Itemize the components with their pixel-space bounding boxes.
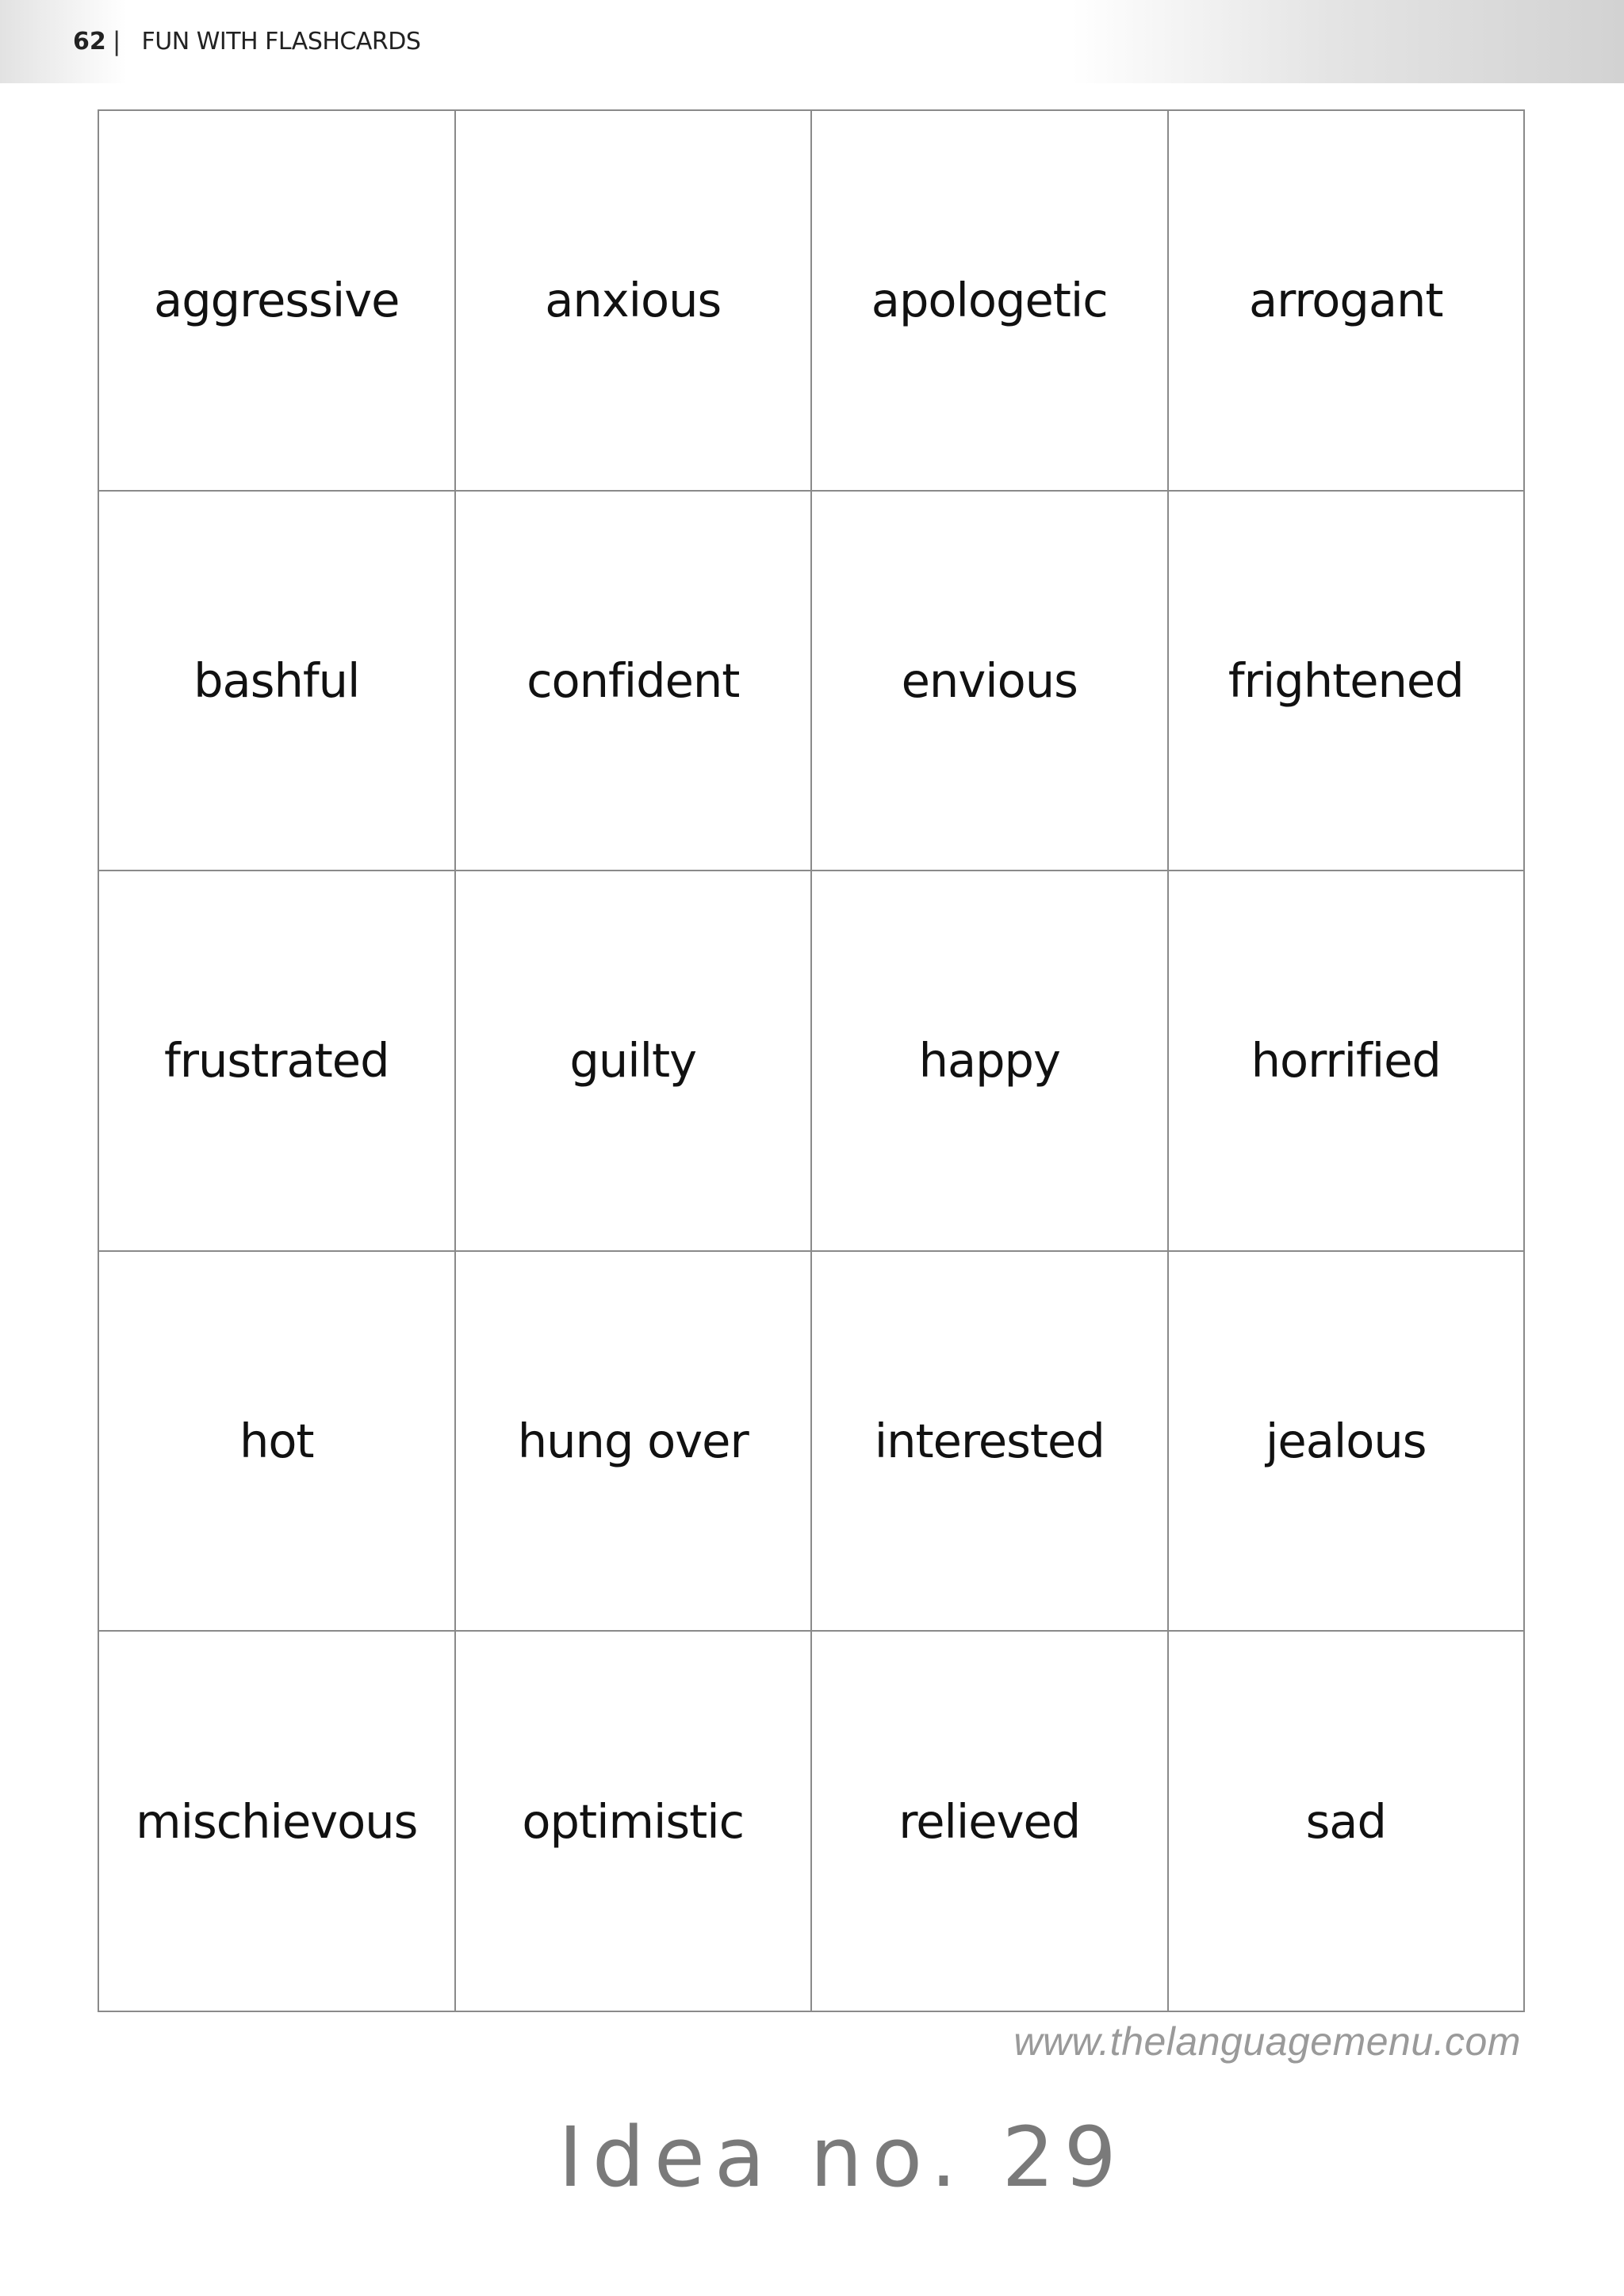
running-title: FUN WITH FLASHCARDS: [141, 27, 421, 55]
flashcard-word: horrified: [1251, 1033, 1441, 1089]
flashcard: [99, 111, 456, 492]
flashcard: [812, 1632, 1169, 2012]
flashcard: [456, 871, 813, 1252]
flashcard: [456, 1632, 813, 2012]
flashcard: [99, 492, 456, 872]
flashcard-word: hot: [239, 1414, 314, 1469]
flashcard: [1169, 492, 1526, 872]
flashcard-word: interested: [874, 1414, 1105, 1469]
flashcard-word: hung over: [517, 1414, 749, 1469]
flashcard-word: confident: [527, 652, 740, 708]
website-url: www.thelanguagemenu.com: [1013, 2019, 1521, 2064]
flashcard: [456, 492, 813, 872]
flashcard: [1169, 1632, 1526, 2012]
flashcard-word: frustrated: [163, 1033, 389, 1089]
flashcard-word: aggressive: [154, 273, 400, 328]
flashcard-word: envious: [901, 652, 1078, 708]
flashcard-word: relieved: [898, 1793, 1081, 1849]
page-number: 62: [73, 27, 106, 55]
flashcard: [812, 1252, 1169, 1632]
flashcard-word: jealous: [1266, 1414, 1427, 1469]
flashcard: [456, 111, 813, 492]
flashcard: [1169, 871, 1526, 1252]
flashcard-word: frightened: [1228, 652, 1464, 708]
flashcard-word: guilty: [569, 1033, 697, 1089]
flashcard-word: optimistic: [522, 1793, 745, 1849]
flashcard: [456, 1252, 813, 1632]
flashcard: [99, 871, 456, 1252]
flashcard: [1169, 111, 1526, 492]
flashcard-word: bashful: [193, 652, 360, 708]
flashcard-word: apologetic: [871, 273, 1108, 328]
flashcard-grid: [98, 109, 1525, 2012]
flashcard: [99, 1632, 456, 2012]
flashcard: [812, 871, 1169, 1252]
flashcard-word: happy: [918, 1033, 1060, 1089]
flashcard: [812, 492, 1169, 872]
flashcard-word: mischievous: [136, 1793, 418, 1849]
flashcard-word: arrogant: [1248, 273, 1443, 328]
flashcard: [99, 1252, 456, 1632]
idea-title: Idea no. 29: [558, 2109, 1126, 2206]
flashcard-word: sad: [1305, 1793, 1386, 1849]
header-divider: |: [112, 26, 121, 56]
flashcard: [1169, 1252, 1526, 1632]
flashcard-word: anxious: [545, 273, 722, 328]
page-header: [73, 24, 420, 59]
flashcard: [812, 111, 1169, 492]
